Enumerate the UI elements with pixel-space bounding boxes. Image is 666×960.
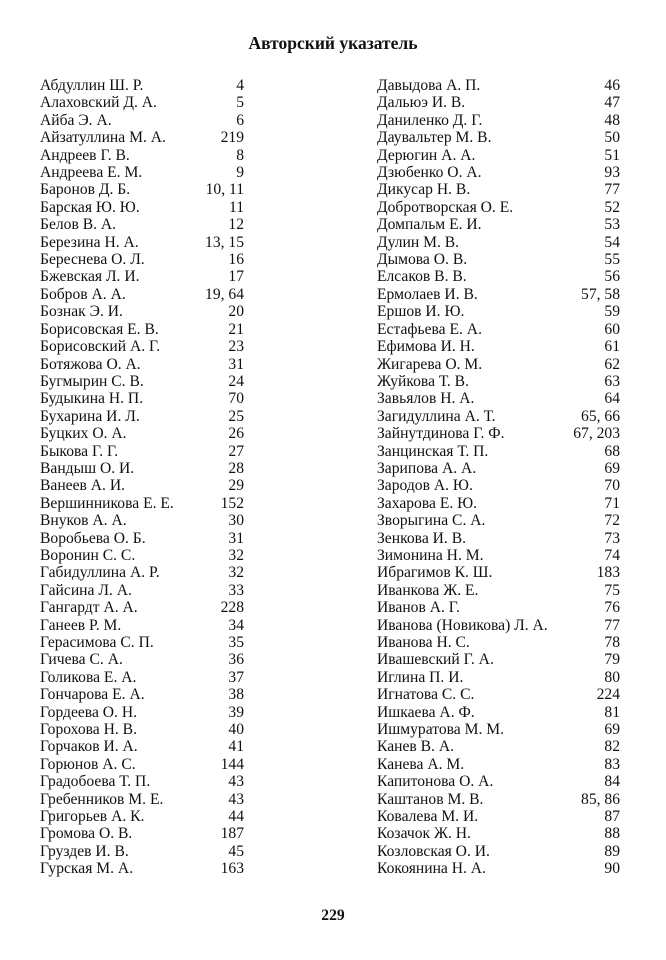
- author-name: Ишмуратова М. М.: [377, 721, 505, 739]
- index-entry: [40, 825, 244, 842]
- index-entry: [40, 425, 244, 442]
- index-entry: [377, 356, 620, 373]
- index-entry: [377, 268, 620, 285]
- index-entry: [40, 651, 244, 668]
- page-references: 43: [228, 773, 244, 791]
- author-name: Айзатуллина М. А.: [40, 129, 166, 147]
- author-name: Гончарова Е. А.: [40, 686, 145, 704]
- index-entry: [377, 669, 620, 686]
- page-references: 52: [604, 198, 620, 216]
- page-references: 25: [228, 407, 244, 425]
- index-entry: [377, 547, 620, 564]
- page-references: 24: [228, 372, 244, 390]
- index-entry: [377, 599, 620, 616]
- author-name: Кокоянина Н. А.: [377, 860, 486, 878]
- author-name: Дальюэ И. В.: [377, 94, 466, 112]
- index-entry: [40, 390, 244, 407]
- index-entry: [377, 860, 620, 877]
- index-entry: [377, 286, 620, 303]
- page-references: 34: [228, 616, 244, 634]
- index-entry: [40, 686, 244, 703]
- index-entry: [377, 94, 620, 111]
- index-entry: [40, 147, 244, 164]
- index-entry: [40, 251, 244, 268]
- index-entry: [377, 251, 620, 268]
- index-entry: [40, 704, 244, 721]
- page-references: 74: [604, 546, 620, 564]
- page-references: 33: [228, 581, 244, 599]
- page-references: 62: [604, 355, 620, 373]
- page-references: 9: [236, 164, 244, 182]
- index-entry: [377, 704, 620, 721]
- author-name: Герасимова С. П.: [40, 634, 154, 651]
- index-entry: [40, 356, 244, 373]
- page-references: 88: [604, 825, 620, 843]
- page-references: 50: [604, 129, 620, 147]
- index-entry: [377, 495, 620, 512]
- index-entry: [377, 582, 620, 599]
- page-references: 69: [604, 459, 620, 477]
- author-name: Гребенников М. Е.: [40, 790, 164, 808]
- page-references: 93: [604, 164, 620, 182]
- author-name: Барская Ю. Ю.: [40, 198, 140, 216]
- author-name: Будыкина Н. П.: [40, 390, 144, 408]
- page-references: 67, 203: [573, 425, 620, 443]
- author-name: Алаховский Д. А.: [40, 94, 157, 112]
- author-name: Березина Н. А.: [40, 233, 139, 251]
- page-references: 13, 15: [205, 233, 244, 251]
- author-name: Баронов Д. Б.: [40, 181, 131, 199]
- author-name: Бознак Э. И.: [40, 303, 123, 321]
- author-name: Градобоева Т. П.: [40, 773, 151, 791]
- page-references: 51: [604, 146, 620, 164]
- author-name: Зарипова А. А.: [377, 459, 477, 477]
- page-references: 73: [604, 529, 620, 547]
- index-entry: [40, 112, 244, 129]
- index-entry: [377, 773, 620, 790]
- page-references: 16: [228, 251, 244, 269]
- page-references: 47: [604, 94, 620, 112]
- page-references: 45: [228, 842, 244, 860]
- author-name: Громова О. В.: [40, 825, 133, 843]
- page-references: 82: [604, 738, 620, 756]
- page-references: 41: [228, 738, 244, 756]
- author-name: Дулин М. В.: [377, 233, 460, 251]
- page-references: 69: [604, 721, 620, 739]
- index-entry: [40, 634, 244, 651]
- author-name: Дзюбенко О. А.: [377, 164, 482, 182]
- author-name: Борисовская Е. В.: [40, 320, 159, 338]
- page-references: 55: [604, 251, 620, 269]
- page-references: 71: [604, 494, 620, 512]
- index-entry: [40, 216, 244, 233]
- index-entry: [377, 721, 620, 738]
- index-entry: [40, 756, 244, 773]
- page-references: 27: [228, 442, 244, 460]
- page-references: 17: [228, 268, 244, 286]
- index-entry: [40, 738, 244, 755]
- index-entry: [377, 617, 620, 634]
- index-entry: [40, 860, 244, 877]
- index-entry: [377, 651, 620, 668]
- author-name: Быкова Г. Г.: [40, 442, 119, 460]
- author-name: Бухарина И. Л.: [40, 407, 140, 425]
- author-name: Иванкова Ж. Е.: [377, 581, 479, 599]
- index-entry: [377, 443, 620, 460]
- page-references: 26: [228, 425, 244, 443]
- page-references: 78: [604, 634, 620, 651]
- index-entry: [40, 721, 244, 738]
- page-references: 30: [228, 512, 244, 530]
- index-entry: [40, 530, 244, 547]
- index-entry: [377, 530, 620, 547]
- index-entry: [40, 77, 244, 94]
- index-entry: [377, 808, 620, 825]
- page-references: 8: [236, 146, 244, 164]
- author-name: Вершинникова Е. Е.: [40, 494, 174, 512]
- page-references: 48: [604, 111, 620, 129]
- index-entry: [40, 338, 244, 355]
- page-references: 54: [604, 233, 620, 251]
- index-entry: [377, 181, 620, 198]
- author-name: Загидуллина А. Т.: [377, 407, 496, 425]
- author-name: Береснева О. Л.: [40, 251, 145, 269]
- author-name: Ершов И. Ю.: [377, 303, 465, 321]
- author-name: Ботяжова О. А.: [40, 355, 141, 373]
- author-name: Груздев И. В.: [40, 842, 129, 860]
- author-name: Горохова Н. В.: [40, 721, 137, 739]
- page-references: 19, 64: [205, 285, 244, 303]
- index-entry: [40, 94, 244, 111]
- author-name: Габидуллина А. Р.: [40, 564, 160, 582]
- author-name: Григорьев А. К.: [40, 808, 145, 826]
- page-references: 6: [236, 111, 244, 129]
- page-references: 89: [604, 842, 620, 860]
- page-references: 35: [228, 634, 244, 651]
- index-entry: [377, 129, 620, 146]
- index-entry: [40, 669, 244, 686]
- index-entry: [40, 599, 244, 616]
- page-references: 36: [228, 651, 244, 669]
- page-references: 37: [228, 668, 244, 686]
- page-references: 28: [228, 459, 244, 477]
- page-references: 64: [604, 390, 620, 408]
- index-entry: [377, 234, 620, 251]
- page-references: 90: [604, 860, 620, 878]
- page-references: 228: [220, 599, 244, 617]
- author-name: Ковалева М. И.: [377, 808, 479, 826]
- author-name: Елсаков В. В.: [377, 268, 467, 286]
- index-entry: [40, 164, 244, 181]
- author-name: Канев В. А.: [377, 738, 455, 756]
- index-entry: [377, 425, 620, 442]
- index-entry: [377, 756, 620, 773]
- index-entry: [377, 825, 620, 842]
- author-name: Иванова Н. С.: [377, 634, 470, 651]
- page-references: 32: [228, 564, 244, 582]
- author-name: Андреева Е. М.: [40, 164, 143, 182]
- page-references: 183: [596, 564, 620, 582]
- author-name: Андреев Г. В.: [40, 146, 130, 164]
- page-references: 44: [228, 808, 244, 826]
- page-references: 20: [228, 303, 244, 321]
- page-references: 144: [220, 755, 244, 773]
- page-references: 31: [228, 355, 244, 373]
- page-references: 61: [604, 338, 620, 356]
- author-name: Захарова Е. Ю.: [377, 494, 478, 512]
- index-entry: [40, 843, 244, 860]
- page-references: 12: [228, 216, 244, 234]
- author-name: Давыдова А. П.: [377, 77, 481, 94]
- page-references: 224: [596, 686, 620, 704]
- index-entry: [40, 373, 244, 390]
- index-entry: [377, 686, 620, 703]
- author-name: Ганеев Р. М.: [40, 616, 122, 634]
- author-name: Ишкаева А. Ф.: [377, 703, 475, 721]
- page-references: 57, 58: [581, 285, 620, 303]
- author-name: Гайсина Л. А.: [40, 581, 132, 599]
- index-entry: [40, 547, 244, 564]
- index-entry: [40, 808, 244, 825]
- page-references: 31: [228, 529, 244, 547]
- index-entry: [40, 129, 244, 146]
- page-references: 11: [228, 198, 244, 216]
- author-name: Дикусар Н. В.: [377, 181, 471, 199]
- author-name: Капитонова О. А.: [377, 773, 494, 791]
- index-entry: [40, 512, 244, 529]
- index-entry: [377, 373, 620, 390]
- page-references: 77: [604, 181, 620, 199]
- index-column-left: [40, 77, 244, 878]
- author-name: Горчаков И. А.: [40, 738, 138, 756]
- author-name: Ивашевский Г. А.: [377, 651, 494, 669]
- author-name: Жигарева О. М.: [377, 355, 483, 373]
- author-name: Зародов А. Ю.: [377, 477, 473, 495]
- author-name: Зворыгина С. А.: [377, 512, 486, 530]
- page-references: 59: [604, 303, 620, 321]
- author-name: Гичева С. А.: [40, 651, 123, 669]
- index-entry: [377, 791, 620, 808]
- author-name: Борисовский А. Г.: [40, 338, 161, 356]
- page-references: 63: [604, 372, 620, 390]
- author-name: Воронин С. С.: [40, 546, 136, 564]
- author-name: Горюнов А. С.: [40, 755, 136, 773]
- author-name: Ванеев А. И.: [40, 477, 125, 495]
- page-references: 87: [604, 808, 620, 826]
- author-name: Иванов А. Г.: [377, 599, 460, 617]
- author-name: Вандыш О. И.: [40, 459, 135, 477]
- index-entry: [377, 147, 620, 164]
- page-references: 53: [604, 216, 620, 234]
- author-name: Ибрагимов К. Ш.: [377, 564, 493, 582]
- index-entry: [40, 199, 244, 216]
- index-entry: [40, 234, 244, 251]
- author-name: Гордеева О. Н.: [40, 703, 138, 721]
- index-entry: [377, 634, 620, 651]
- author-name: Зайнутдинова Г. Ф.: [377, 425, 505, 443]
- page-references: 21: [228, 320, 244, 338]
- index-entry: [377, 477, 620, 494]
- page-title: Авторский указатель: [248, 33, 418, 53]
- author-name: Игнатова С. С.: [377, 686, 475, 704]
- author-name: Канева А. М.: [377, 755, 465, 773]
- index-entry: [377, 77, 620, 94]
- index-entry: [377, 164, 620, 181]
- author-name: Ермолаев И. В.: [377, 285, 478, 303]
- page-references: 46: [604, 77, 620, 94]
- author-name: Голикова Е. А.: [40, 668, 137, 686]
- page-references: 70: [604, 477, 620, 495]
- page-references: 5: [236, 94, 244, 112]
- index-entry: [40, 477, 244, 494]
- page-references: 83: [604, 755, 620, 773]
- index-entry: [40, 564, 244, 581]
- index-entry: [377, 460, 620, 477]
- author-name: Естафьева Е. А.: [377, 320, 482, 338]
- author-name: Козачок Ж. Н.: [377, 825, 471, 843]
- page-references: 40: [228, 721, 244, 739]
- index-entry: [40, 617, 244, 634]
- index-entry: [40, 773, 244, 790]
- author-name: Бобров А. А.: [40, 285, 126, 303]
- page-references: 23: [228, 338, 244, 356]
- index-entry: [377, 843, 620, 860]
- page-references: 75: [604, 581, 620, 599]
- index-entry: [377, 216, 620, 233]
- author-name: Зенкова И. В.: [377, 529, 466, 547]
- page-references: 76: [604, 599, 620, 617]
- author-name: Дымова О. В.: [377, 251, 468, 269]
- author-name: Зимонина Н. М.: [377, 546, 484, 564]
- author-name: Ефимова И. Н.: [377, 338, 475, 356]
- page-references: 4: [236, 77, 244, 94]
- index-entry: [40, 791, 244, 808]
- author-name: Занцинская Т. П.: [377, 442, 489, 460]
- author-name: Внуков А. А.: [40, 512, 127, 530]
- index-entry: [377, 738, 620, 755]
- index-entry: [40, 303, 244, 320]
- page-references: 77: [604, 616, 620, 634]
- index-entry: [40, 321, 244, 338]
- index-entry: [377, 303, 620, 320]
- index-entry: [40, 268, 244, 285]
- page-references: 38: [228, 686, 244, 704]
- index-entry: [40, 286, 244, 303]
- page-references: 65, 66: [581, 407, 620, 425]
- page-references: 32: [228, 546, 244, 564]
- author-name: Добротворская О. Е.: [377, 198, 514, 216]
- page-references: 70: [228, 390, 244, 408]
- page-references: 68: [604, 442, 620, 460]
- author-name: Буцких О. А.: [40, 425, 127, 443]
- author-name: Козловская О. И.: [377, 842, 490, 860]
- author-name: Гангардт А. А.: [40, 599, 138, 617]
- index-entry: [377, 112, 620, 129]
- author-name: Завьялов Н. А.: [377, 390, 475, 408]
- author-name: Даувальтер М. В.: [377, 129, 492, 147]
- index-column-right: [377, 77, 620, 878]
- index-entry: [377, 338, 620, 355]
- author-name: Иванова (Новикова) Л. А.: [377, 616, 548, 634]
- author-name: Домпальм Е. И.: [377, 216, 482, 234]
- page-references: 39: [228, 703, 244, 721]
- page-references: 81: [604, 703, 620, 721]
- index-entry: [377, 512, 620, 529]
- index-entry: [377, 390, 620, 407]
- author-name: Бугмырин С. В.: [40, 372, 144, 390]
- author-name: Каштанов М. В.: [377, 790, 484, 808]
- page-references: 56: [604, 268, 620, 286]
- page-references: 10, 11: [205, 181, 244, 199]
- author-name: Гурская М. А.: [40, 860, 134, 878]
- author-name: Даниленко Д. Г.: [377, 111, 483, 129]
- index-entry: [40, 495, 244, 512]
- page-references: 163: [220, 860, 244, 878]
- index-entry: [40, 582, 244, 599]
- page-references: 85, 86: [581, 790, 620, 808]
- page-number: 229: [321, 907, 345, 924]
- page-references: 187: [220, 825, 244, 843]
- page-references: 152: [220, 494, 244, 512]
- page-references: 219: [220, 129, 244, 147]
- index-entry: [40, 181, 244, 198]
- page-references: 60: [604, 320, 620, 338]
- index-entry: [377, 408, 620, 425]
- index-entry: [40, 443, 244, 460]
- page-references: 72: [604, 512, 620, 530]
- index-entry: [40, 408, 244, 425]
- page-references: 29: [228, 477, 244, 495]
- author-name: Иглина П. И.: [377, 668, 464, 686]
- index-entry: [377, 321, 620, 338]
- index-entry: [40, 460, 244, 477]
- author-name: Абдуллин Ш. Р.: [40, 77, 144, 94]
- author-name: Бжевская Л. И.: [40, 268, 140, 286]
- author-name: Белов В. А.: [40, 216, 117, 234]
- index-entry: [377, 564, 620, 581]
- page-references: 84: [604, 773, 620, 791]
- page-references: 43: [228, 790, 244, 808]
- author-name: Айба Э. А.: [40, 111, 112, 129]
- page-references: 79: [604, 651, 620, 669]
- index-entry: [377, 199, 620, 216]
- author-name: Воробьева О. Б.: [40, 529, 146, 547]
- author-name: Жуйкова Т. В.: [377, 372, 469, 390]
- page-references: 80: [604, 668, 620, 686]
- author-name: Дерюгин А. А.: [377, 146, 476, 164]
